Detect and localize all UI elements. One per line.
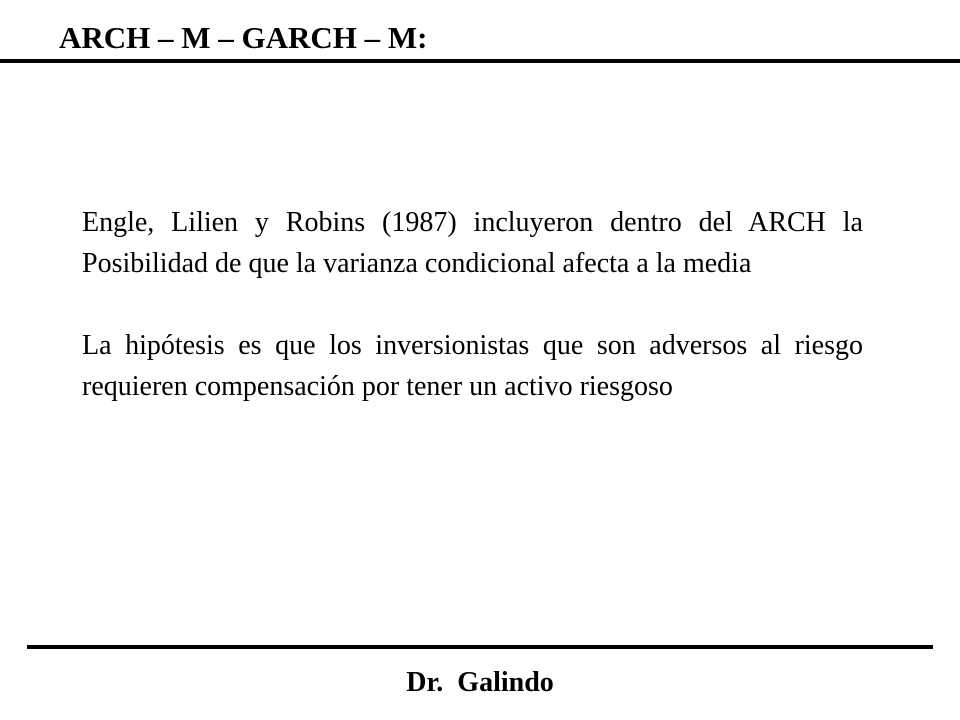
footer-author: Dr. Galindo xyxy=(406,667,554,698)
paragraph-engle-lilien-robins: Engle, Lilien y Robins (1987) incluyeron dentro del ARCH la Posibilidad de que la varianza condicional afecta a la media xyxy=(82,207,863,279)
slide-body xyxy=(82,202,863,407)
footer-divider xyxy=(27,645,933,649)
paragraph-hipotesis: La hipótesis es que los inversionistas que son adversos al riesgo requieren compensación por tener un activo riesgoso xyxy=(82,330,863,402)
slide-title: ARCH – M – GARCH – M: xyxy=(59,20,428,55)
title-divider xyxy=(0,59,960,63)
